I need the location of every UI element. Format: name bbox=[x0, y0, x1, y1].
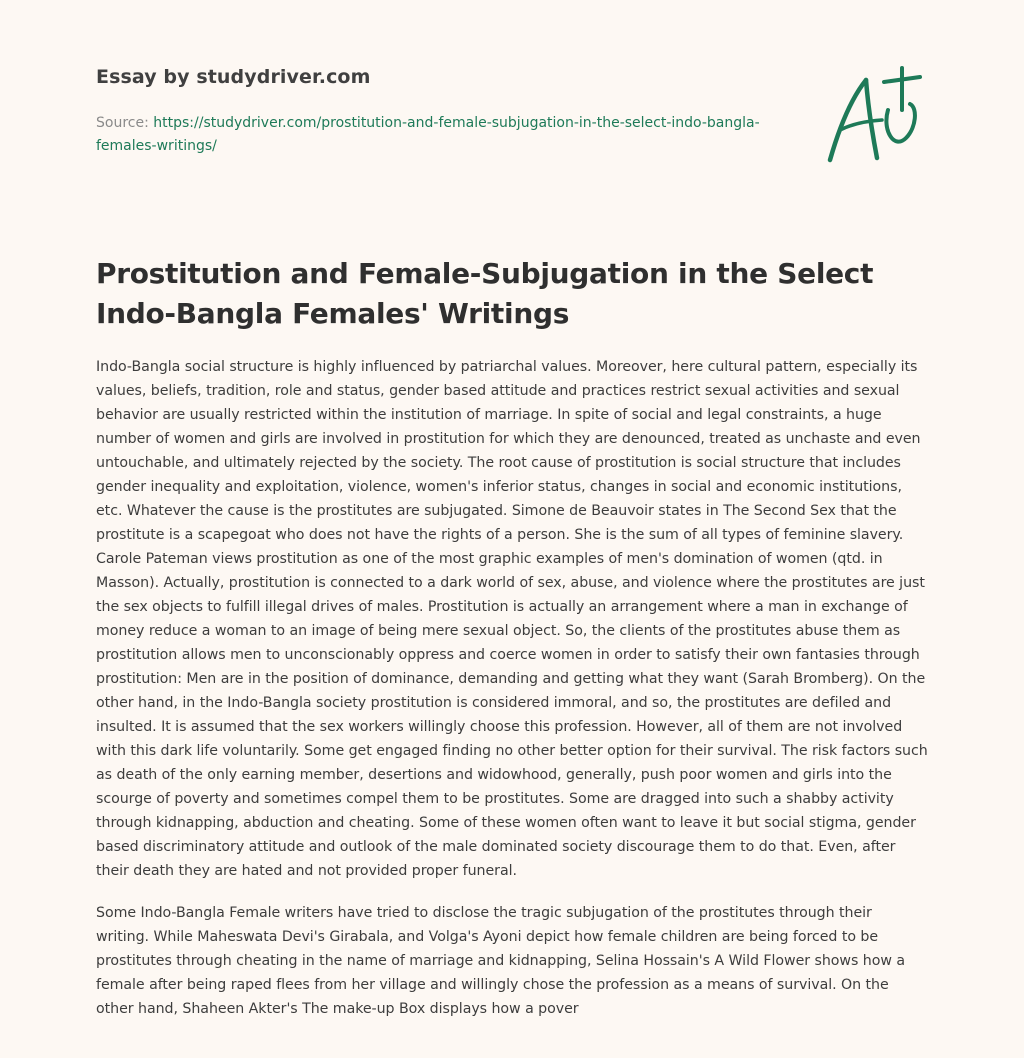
essay-paragraph: Some Indo-Bangla Female writers have tried to disclose the tragic subjugation of the prostitutes through their writing. While Maheswata Devi's Girabala, and Volga's Ayoni depict how female children are being forced to be prostitutes through cheating in the name of marriage and kidnapping, Selina Hossain's A Wild Flower shows how a female after being raped flees from her village and willingly chose the profession as a means of survival. On the other hand, Shaheen Akter's The make-up Box displays how a pover bbox=[96, 905, 905, 1017]
essay-body bbox=[96, 355, 928, 1039]
source-label: Source: bbox=[96, 115, 149, 131]
essay-paragraph: Indo-Bangla social structure is highly influenced by patriarchal values. Moreover, here cultural pattern, especially its values, beliefs, tradition, role and status, gender based attitude and practices restrict sexual activities and sexual behavior are usually restricted within the institution of marriage. In spite of social and legal constraints, a huge number of women and girls are involved in prostitution for which they are denounced, treated as unchaste and even untouchable, and ultimately rejected by the society. The root cause of prostitution is social structure that includes gender inequality and exploitation, violence, women's inferior status, changes in social and economic institutions, etc. Whatever the cause is the prostitutes are subjugated. Simone de Beauvoir states in The Second Sex that the prostitute is a scapegoat who does not have the rights of a person. She is the sum of all types of feminine slavery. Carole Pateman views prostitution as one of the most graphic examples of men's domination of women (qtd. in Masson). Actually, prostitution is connected to a dark world of sex, abuse, and violence where the prostitutes are just the sex objects to fulfill illegal drives of males. Prostitution is actually an arrangement where a man in exchange of money reduce a woman to an image of being mere sexual object. So, the clients of the prostitutes abuse them as prostitution allows men to unconscionably oppress and coerce women in order to satisfy their own fantasies through prostitution: Men are in the position of dominance, demanding and getting what they want (Sarah Bromberg). On the other hand, in the Indo-Bangla society prostitution is considered immoral, and so, the prostitutes are defiled and insulted. It is assumed that the sex workers willingly choose this profession. However, all of them are not involved with this dark life voluntarily. Some get engaged finding no other better option for their survival. The risk factors such as death of the only earning member, desertions and widowhood, generally, push poor women and girls into the scourge of poverty and sometimes compel them to be prostitutes. Some are dragged into such a shabby activity through kidnapping, abduction and cheating. Some of these women often want to leave it but social stigma, gender based discriminatory attitude and outlook of the male dominated society discourage them to do that. Even, after their death they are hated and not provided proper funeral. bbox=[96, 359, 928, 879]
source-line bbox=[96, 112, 786, 158]
site-title: Essay by studydriver.com bbox=[96, 66, 371, 88]
source-link[interactable]: https://studydriver.com/prostitution-and-female-subjugation-in-the-select-indo-bangla-females-writings/ bbox=[96, 115, 760, 154]
a-plus-logo-icon bbox=[822, 66, 928, 166]
essay-title: Prostitution and Female-Subjugation in the Select Indo-Bangla Females' Writings bbox=[96, 257, 874, 330]
